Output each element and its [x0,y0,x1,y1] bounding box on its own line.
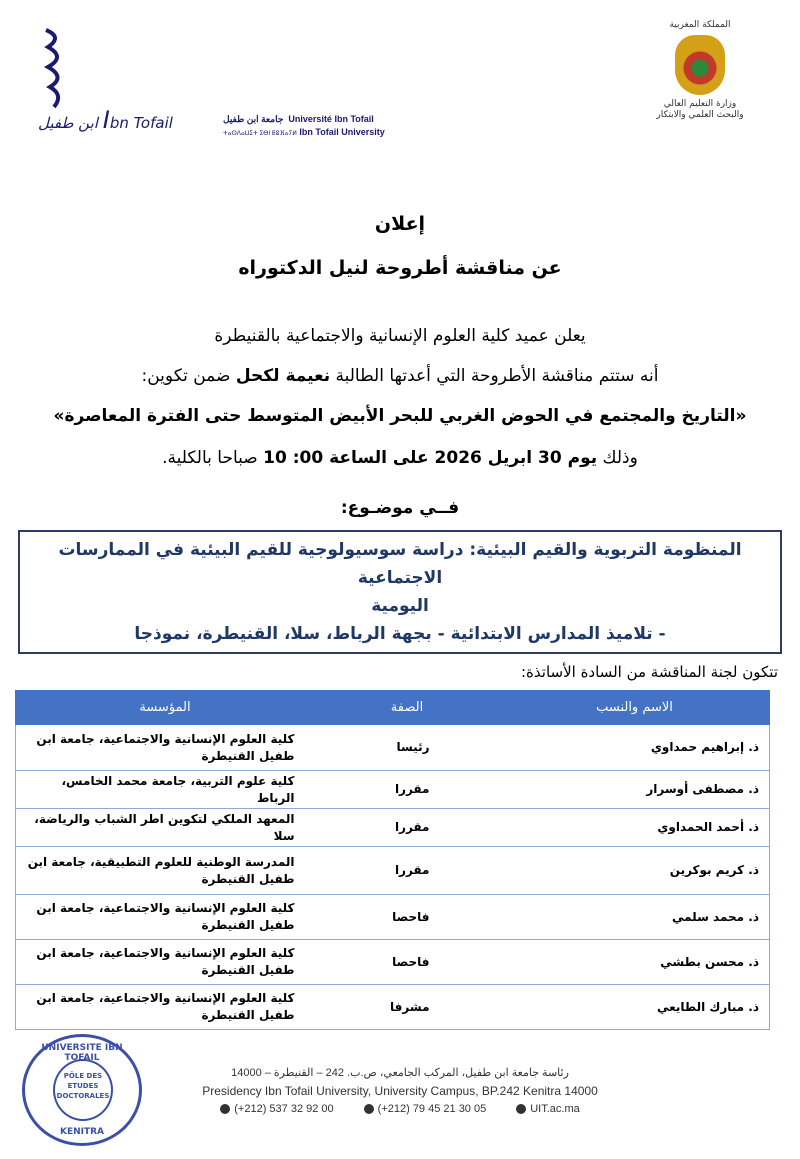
footer-address-en: Presidency Ibn Tofail University, University Campus, BP.242 Kenitra 14000 [202,1084,598,1098]
page-subtitle: عن مناقشة أطروحة لنيل الدكتوراه [238,257,562,279]
ministry-logo [640,20,760,135]
header-institution: المؤسسة [16,691,315,725]
phone-icon [220,1104,230,1114]
main-content [0,212,800,1159]
footer-phone: (+212) 537 32 92 00 [220,1100,333,1118]
cell-name: ذ. محمد سلمي [500,895,770,940]
stamp-bottom-text: KENITRA [59,1127,105,1137]
footer [185,1064,615,1118]
table-row [16,725,770,771]
topic-box [18,530,782,654]
logo-arabic: ابن طفيل Ibn Tofail [38,106,173,134]
cell-role: مشرفا [315,985,500,1030]
topic-line2: اليومية [371,596,429,616]
cell-role: مقررا [315,771,500,809]
cell-role: فاحصا [315,940,500,985]
cell-institution: كلية العلوم الإنسانية والاجتماعية، جامعة ابن طفيل القنيطرة [16,940,315,985]
announce-line2: أنه ستتم مناقشة الأطروحة التي أعدتها الطالبة نعيمة لكحل ضمن تكوين: [141,366,659,386]
page-bottom [0,1034,800,1159]
header-role: الصفة [315,691,500,725]
cell-name: ذ. مبارك الطايعي [500,985,770,1030]
coat-of-arms-icon [675,35,725,95]
cell-name: ذ. إبراهيم حمداوي [500,725,770,771]
university-logo [38,25,385,140]
fax-icon [364,1104,374,1114]
topic-line3: - تلاميذ المدارس الابتدائية - بجهة الرباط، سلا، القنيطرة، نموذجا [134,624,666,644]
cell-institution: كلية علوم التربية، جامعة محمد الخامس، الرباط [16,771,315,809]
topic-label: فــي موضـوع: [340,498,460,518]
student-name: نعيمة لكحل [235,366,331,386]
cell-name: ذ. أحمد الحمداوي [500,809,770,847]
cell-name: ذ. مصطفى أوسرار [500,771,770,809]
announce-date-line: وذلك يوم 30 ابريل 2026 على الساعة 00: 10 صباحا بالكلية. [162,448,638,468]
table-row [16,895,770,940]
page-title: إعلان [374,213,426,235]
table-row [16,847,770,895]
stamp-inner-text: PÔLE DES ETUDES DOCTORALES [53,1059,113,1121]
logo-text: جامعة ابن طفيل Université Ibn Tofail ⵜⴰⵙⴷⴰⵡⵉⵜ ⵉⴱⵏ ⵟⵓⴼⴰⵢⵍ Ibn Tofail University [223,114,385,137]
committee-table [15,690,770,1030]
footer-fax: (+212) 79 45 21 30 05 [364,1100,487,1118]
cell-name: ذ. كريم بوكرين [500,847,770,895]
footer-address-ar: رئاسة جامعة ابن طفيل، المركب الجامعي، ص.ب. 242 – القنيطرة – 14000 [231,1067,569,1079]
cell-name: ذ. محسن بطشي [500,940,770,985]
announce-line1: يعلن عميد كلية العلوم الإنسانية والاجتماعية بالقنيطرة [214,326,586,346]
table-row [16,809,770,847]
stamp-ring-text: UNIVERSITE IBN TOFAIL [41,1043,123,1063]
committee-label: تتكون لجنة المناقشة من السادة الأساتذة: [520,663,778,681]
kingdom-label: المملكة المغربية [669,20,731,30]
globe-icon [516,1104,526,1114]
cell-institution: كلية العلوم الإنسانية والاجتماعية، جامعة ابن طفيل القنيطرة [16,725,315,771]
cell-role: فاحصا [315,895,500,940]
cell-institution: المدرسة الوطنية للعلوم التطبيقية، جامعة ابن طفيل القنيطرة [16,847,315,895]
table-row [16,940,770,985]
ministry-line2: والبحث العلمي والابتكار [656,110,744,120]
cell-role: مقررا [315,847,500,895]
table-row [16,985,770,1030]
defense-date: يوم 30 ابريل 2026 على الساعة 00: 10 [263,448,598,468]
ministry-line1: وزارة التعليم العالي [663,99,737,109]
program-name: «التاريخ والمجتمع في الحوض الغربي للبحر الأبيض المتوسط حتى الفترة المعاصرة» [53,406,747,426]
cell-role: مقررا [315,809,500,847]
footer-web[interactable]: UIT.ac.ma [516,1100,580,1118]
doctoral-stamp [22,1034,142,1146]
header-name: الاسم والنسب [500,691,770,725]
table-row [16,771,770,809]
topic-line1: المنظومة التربوية والقيم البيئية: دراسة سوسيولوجية للقيم البيئية في الممارسات الاجتماعية [58,540,742,588]
cell-role: رئيسا [315,725,500,771]
cell-institution: المعهد الملكي لتكوين اطر الشباب والرياضة، سلا [16,809,315,847]
cell-institution: كلية العلوم الإنسانية والاجتماعية، جامعة ابن طفيل القنيطرة [16,985,315,1030]
cell-institution: كلية العلوم الإنسانية والاجتماعية، جامعة ابن طفيل القنيطرة [16,895,315,940]
